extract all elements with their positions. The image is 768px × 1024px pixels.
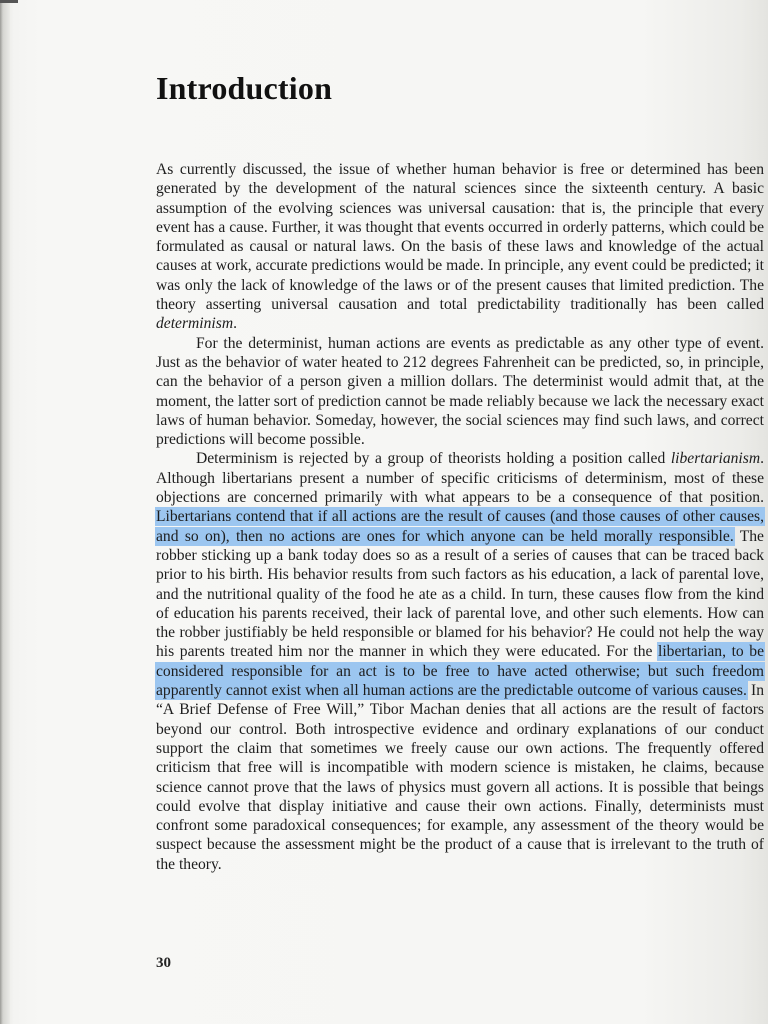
paragraph-1 <box>156 160 764 334</box>
term-libertarianism: libertarianism <box>670 450 761 468</box>
body-text <box>156 160 764 874</box>
paragraph-3 <box>156 449 764 874</box>
page-number: 30 <box>156 955 171 971</box>
paragraph-2: For the determinist, human actions are events as predictable as any other type of event. Just as the behavior of water heated to 212 degrees Fahrenheit can be predicted, so, in principle, can the behavior of a person given a million dollars. The determinist would admit that, at the moment, the latter sort of prediction cannot be made reliably because we lack the necessary exact laws of human behavior. Someday, however, the social sciences may find such laws, and correct predictions will become possible. <box>156 334 764 449</box>
scan-corner-mark <box>0 0 18 3</box>
paragraph-3-text-b: The robber sticking up a bank today does so as a result of a series of causes that can be traced back prior to his birth. His behavior results from such factors as his education, a lack of parental love, and the nutritional quality of the food he ate as a child. In turn, these causes flow from the kind of education his parents received, their lack of parental love, and other such elements. How can the robber justifiably be held responsible or blamed for his behavior? He could not help the way his parents treated him nor the manner in which they were educated. For the <box>156 527 764 661</box>
highlighted-passage-1: Libertarians contend that if all actions are the result of causes (and those causes of other causes, and so on), then no actions are ones for which anyone can be held morally responsible. <box>156 508 764 545</box>
chapter-heading: Introduction <box>156 70 333 106</box>
paragraph-3-text-a: . Although libertarians present a number of specific criticisms of determinism, most of these objections are concerned primarily with what appears to be a consequence of that position. <box>156 450 764 507</box>
term-determinism: determinism <box>156 315 234 333</box>
paragraph-3-intro: Determinism is rejected by a group of theorists holding a position called <box>196 450 671 468</box>
paragraph-3-text-c: In “A Brief Defense of Free Will,” Tibor Machan denies that all actions are the result of factors beyond our control. Both introspective evidence and ordinary explanations of our conduct support the claim that sometimes we freely cause our own actions. The frequently offered criticism that free will is incompatible with modern science is mistaken, he claims, because science cannot prove that the laws of physics must govern all actions. It is possible that beings could evolve that display initiative and cause their own actions. Finally, determinists must confront some paradoxical consequences; for example, any assessment of the theory would be suspect because the assessment might be the product of a cause that is irrelevant to the truth of the theory. <box>156 682 764 873</box>
paragraph-1-end: . <box>233 315 237 333</box>
page-binding-edge <box>0 0 10 1024</box>
highlighted-passage-2: libertarian, to be considered responsible for an act is to be free to have acted otherwise; but such freedom apparently cannot exist when all human actions are the predictable outcome of various causes. <box>156 643 764 700</box>
paragraph-1-text: As currently discussed, the issue of whether human behavior is free or determined has been generated by the development of the natural sciences since the sixteenth century. A basic assumption of the evolving sciences was universal causation: that is, the principle that every event has a cause. Further, it was thought that events occurred in orderly patterns, which could be formulated as causal or natural laws. On the basis of these laws and knowledge of the actual causes at work, accurate predictions would be made. In principle, any event could be predicted; it was only the lack of knowledge of the laws or of the present causes that limited prediction. The theory asserting universal causation and total predictability traditionally has been called <box>156 161 764 314</box>
